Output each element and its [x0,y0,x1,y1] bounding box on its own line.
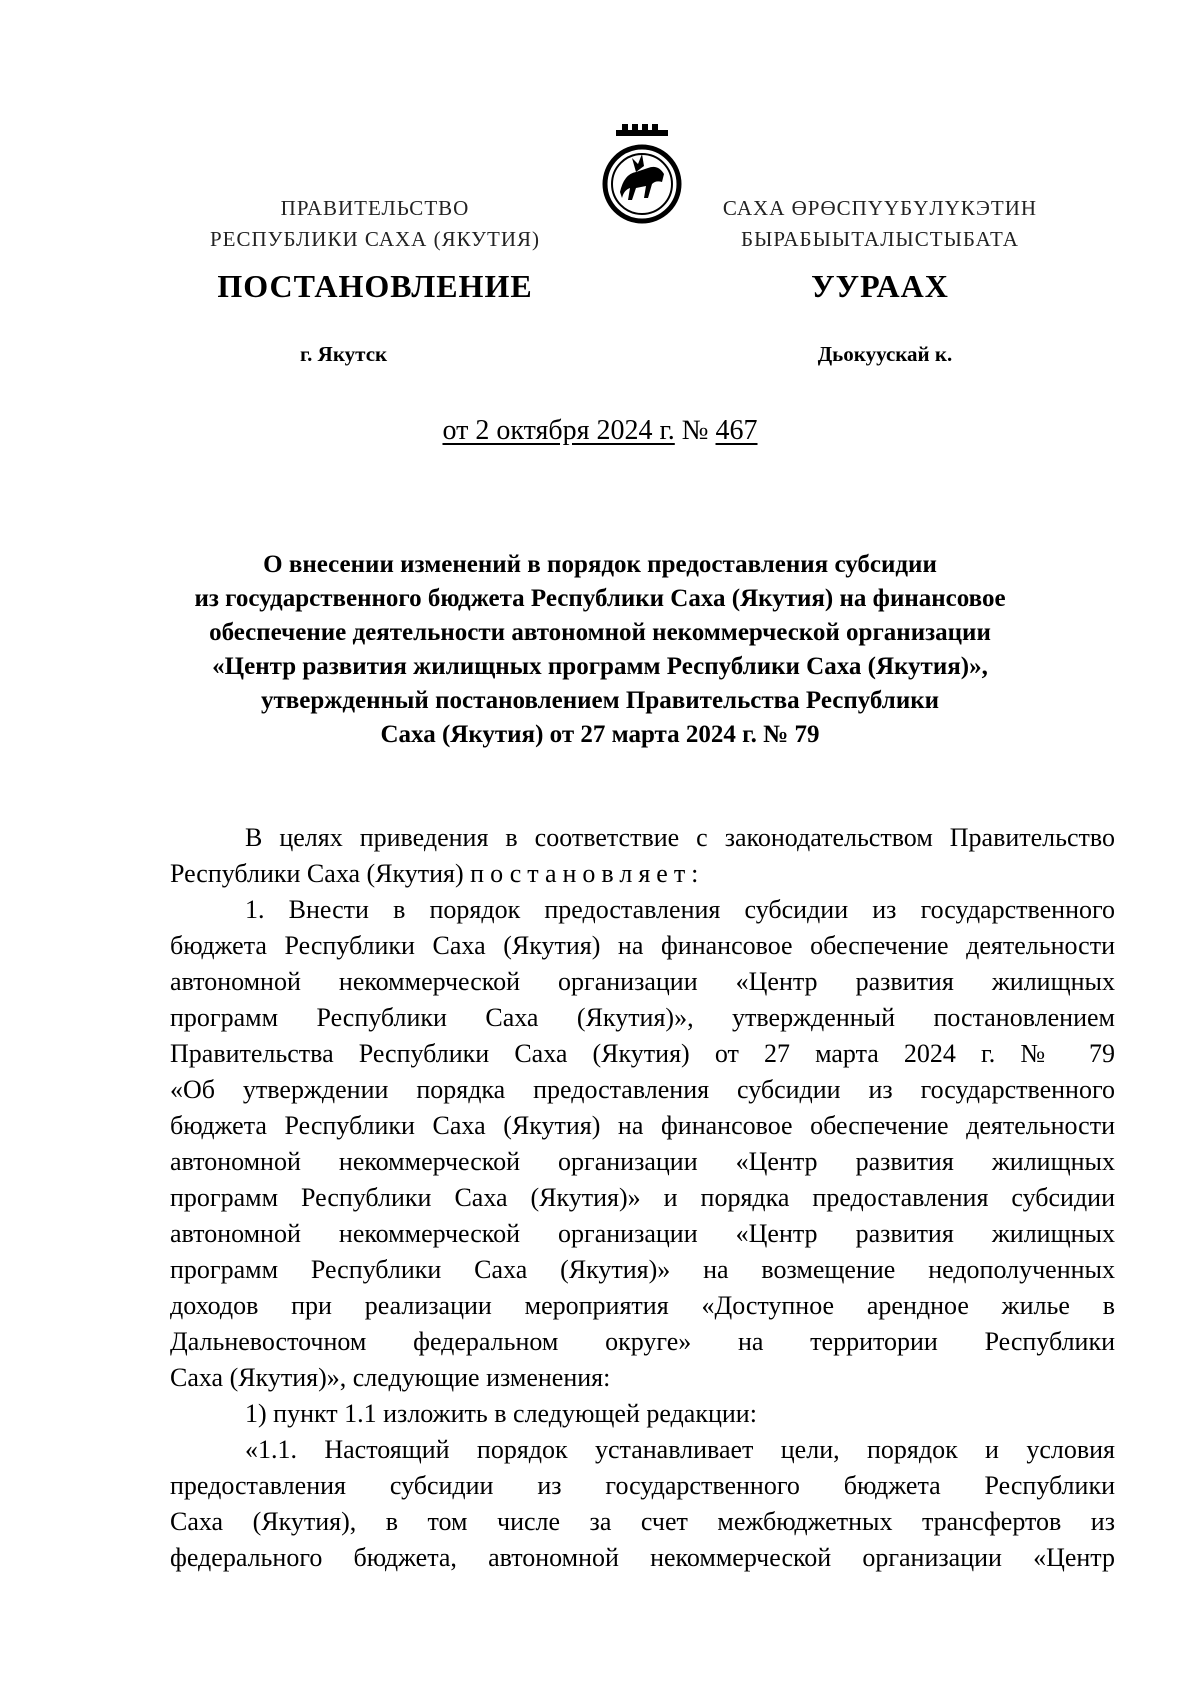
body-line: автономной некоммерческой организации «Центр развития жилищных [170,1147,1115,1176]
body-line: программ Республики Саха (Якутия)» и порядка предоставления субсидии [170,1183,1115,1212]
body-line: доходов при реализации мероприятия «Доступное арендное жилье в [170,1291,1115,1320]
city-yakut: Дьокуускай к. [817,342,953,366]
body-line: программ Республики Саха (Якутия)», утвержденный постановлением [170,1003,1115,1032]
body-line: предоставления субсидии из государственного бюджета Республики [170,1471,1115,1500]
body-line: программ Республики Саха (Якутия)» на возмещение недополученных [170,1255,1115,1284]
body-line: Правительства Республики Саха (Якутия) от 27 марта 2024 г. № 79 [170,1039,1115,1068]
document-date: от 2 октября 2024 г. [442,415,675,446]
document-number: 467 [715,415,758,446]
body-line: бюджета Республики Саха (Якутия) на финансовое обеспечение деятельности [170,1111,1115,1140]
body-line: Дальневосточном федеральном округе» на территории Республики [170,1327,1115,1356]
body-line: «1.1. Настоящий порядок устанавливает цели, порядок и условия [245,1435,1115,1464]
document-type-russian: ПОСТАНОВЛЕНИЕ [217,268,533,304]
body-line: 1. Внести в порядок предоставления субсидии из государственного [245,895,1115,924]
body-line: автономной некоммерческой организации «Центр развития жилищных [170,1219,1115,1248]
government-name-yakut: САХА ӨРӨСПҮҮБҮЛҮКЭТИН БЫРАБЫЫТАЛЫСТЫБАТА [722,196,1038,251]
city-russian: г. Якутск [300,342,388,366]
body-line: 1) пункт 1.1 изложить в следующей редакции: [245,1399,757,1428]
body-line: Республики Саха (Якутия) постановляет: [170,859,705,888]
document-date-number [300,415,900,447]
number-sign: № [674,415,716,446]
body-line: федерального бюджета, автономной некоммерческой организации «Центр [170,1543,1115,1572]
body-line: Саха (Якутия), в том числе за счет межбюджетных трансфертов из [170,1507,1115,1536]
body-line: В целях приведения в соответствие с законодательством Правительство [245,823,1115,852]
body-line: Саха (Якутия)», следующие изменения: [170,1363,611,1392]
coat-of-arms-emblem [602,124,682,236]
document-type-yakut: УУРААХ [811,268,949,304]
body-line: автономной некоммерческой организации «Центр развития жилищных [170,967,1115,996]
body-line: бюджета Республики Саха (Якутия) на финансовое обеспечение деятельности [170,931,1115,960]
document-title: О внесении изменений в порядок предоставления субсидии из государственного бюджета Республики Саха (Якутия) на финансовое обеспечение деятельности автономной некоммерческой организации «Центр развития жилищных программ Республики Саха (Якутия)», утвержденный постановлением Правительства Республики Саха (Якутия) от 27 марта 2024 г. № 79 [194,551,1006,748]
government-name-russian: ПРАВИТЕЛЬСТВО РЕСПУБЛИКИ САХА (ЯКУТИЯ) [209,196,541,251]
body-line: «Об утверждении порядка предоставления субсидии из государственного [170,1075,1115,1104]
resolves-word: постановляет: [470,859,705,888]
